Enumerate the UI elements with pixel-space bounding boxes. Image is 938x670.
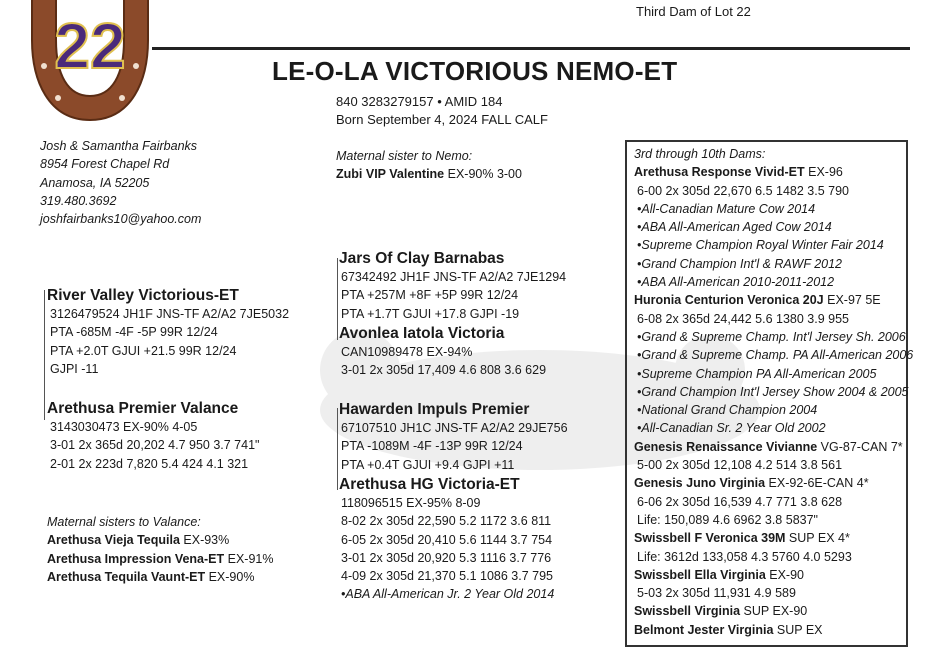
dd-block xyxy=(339,476,554,604)
dam-entry-detail: SUP EX-90 xyxy=(740,604,808,619)
born-line: Born September 4, 2024 FALL CALF xyxy=(336,112,548,127)
valance-sisters-heading: Maternal sisters to Valance: xyxy=(47,515,201,529)
dam-award: •ABA All-American 2010-2011-2012 xyxy=(637,275,835,290)
ss-line: 67342492 JH1F JNS-TF A2/A2 7JE1294 xyxy=(341,270,567,284)
dam-line: 3143030473 EX-90% 4-05 xyxy=(50,420,198,434)
dam-entry xyxy=(634,474,906,492)
sd-line: CAN10989478 EX-94% xyxy=(341,345,473,359)
dam-entry-detail: EX-97 5E xyxy=(823,293,881,308)
sire-line: 3126479524 JH1F JNS-TF A2/A2 7JE5032 xyxy=(50,307,290,321)
dam-award: •All-Canadian Mature Cow 2014 xyxy=(637,201,816,216)
dam-entry-name: Belmont Jester Virginia xyxy=(634,622,774,637)
sd-line: 3-01 2x 305d 17,409 4.6 808 3.6 629 xyxy=(341,363,547,378)
dam-line: 2-01 2x 223d 7,820 5.4 424 4.1 321 xyxy=(50,456,249,471)
sister-detail: EX-91% xyxy=(224,551,274,566)
dam-name: Arethusa Premier Valance xyxy=(47,400,239,417)
dam-award: •Grand Champion Int'l & RAWF 2012 xyxy=(637,256,843,271)
consignor-street: 8954 Forest Chapel Rd xyxy=(40,157,170,172)
dam-record: Life: 3612d 133,058 4.3 5760 4.0 5293 xyxy=(637,549,852,564)
dam-award: •National Grand Champion 2004 xyxy=(637,403,818,418)
dam-entry-detail: SUP EX xyxy=(773,622,823,637)
dam-record: 6-08 2x 365d 24,442 5.6 1380 3.9 955 xyxy=(637,311,849,326)
ss-block xyxy=(339,250,566,323)
maternal-note-detail: EX-90% 3-00 xyxy=(444,167,522,182)
registration-line: 840 3283279157 • AMID 184 xyxy=(336,94,503,109)
sister-detail: EX-90% xyxy=(205,569,255,584)
dam-award: •Supreme Champion Royal Winter Fair 2014 xyxy=(637,238,884,253)
sire-block xyxy=(47,287,289,378)
dam-block xyxy=(47,400,259,473)
pedigree-line-ds xyxy=(337,408,338,490)
dam-entry-name: Genesis Renaissance Vivianne xyxy=(634,439,818,454)
dam-record: 5-00 2x 305d 12,108 4.2 514 3.8 561 xyxy=(637,458,843,473)
dam-entry xyxy=(634,602,906,620)
sire-line: PTA -685M -4F -5P 99R 12/24 xyxy=(50,325,218,340)
sire-line: PTA +2.0T GJUI +21.5 99R 12/24 xyxy=(50,343,237,358)
dam-entry xyxy=(634,621,906,639)
ds-line: 67107510 JH1C JNS-TF A2/A2 29JE756 xyxy=(341,421,568,435)
consignor-phone: 319.480.3692 xyxy=(40,193,117,208)
dam-entry-name: Swissbell F Veronica 39M xyxy=(634,531,786,546)
valance-sisters xyxy=(47,513,273,586)
dam-entry-detail: EX-96 xyxy=(804,165,843,180)
dd-line: 6-05 2x 305d 20,410 5.6 1144 3.7 754 xyxy=(341,532,553,547)
sister-name: Arethusa Impression Vena-ET xyxy=(47,551,225,566)
dam-line: 3-01 2x 365d 20,202 4.7 950 3.7 741" xyxy=(50,438,260,453)
dd-name: Arethusa HG Victoria-ET xyxy=(339,476,520,493)
consignor-city: Anamosa, IA 52205 xyxy=(40,175,150,190)
header-rule xyxy=(152,47,910,50)
sister-name: Arethusa Tequila Vaunt-ET xyxy=(47,569,206,584)
dam-record: 6-00 2x 305d 22,670 6.5 1482 3.5 790 xyxy=(637,183,849,198)
dam-entry-name: Swissbell Ella Virginia xyxy=(634,567,766,582)
sire-name: River Valley Victorious-ET xyxy=(47,287,239,304)
dam-entry xyxy=(634,291,906,309)
dd-line: 3-01 2x 305d 20,920 5.3 1116 3.7 776 xyxy=(341,550,552,565)
dam-record: Life: 150,089 4.6 6962 3.8 5837" xyxy=(637,512,818,527)
pedigree-line-ss xyxy=(337,258,338,340)
ds-name: Hawarden Impuls Premier xyxy=(339,401,530,418)
dam-award: •All-Canadian Sr. 2 Year Old 2002 xyxy=(637,421,826,436)
dam-entry xyxy=(634,163,906,181)
dam-award: •Grand & Supreme Champ. Int'l Jersey Sh. 2006 xyxy=(637,329,906,344)
dam-entry xyxy=(634,566,906,584)
dam-entry-name: Huronia Centurion Veronica 20J xyxy=(634,293,824,308)
maternal-note-name: Zubi VIP Valentine xyxy=(336,167,445,182)
dam-award: •Grand & Supreme Champ. PA All-American 2006 xyxy=(637,348,914,363)
dam-entry xyxy=(634,438,906,456)
dd-line: 8-02 2x 305d 22,590 5.2 1172 3.6 811 xyxy=(341,514,552,529)
ss-line: PTA +257M +8F +5P 99R 12/24 xyxy=(341,288,519,303)
sister-detail: EX-93% xyxy=(179,533,230,548)
ss-line: PTA +1.7T GJUI +17.8 GJPI -19 xyxy=(341,306,520,321)
dam-award: •ABA All-American Aged Cow 2014 xyxy=(637,220,832,235)
maternal-note xyxy=(336,147,522,184)
dam-record: 5-03 2x 305d 11,931 4.9 589 xyxy=(637,586,796,601)
dam-entry-detail: VG-87-CAN 7* xyxy=(817,439,903,454)
dam-entry-detail: EX-92-6E-CAN 4* xyxy=(765,476,869,491)
pedigree-line-left xyxy=(44,290,45,420)
dd-note: •ABA All-American Jr. 2 Year Old 2014 xyxy=(341,587,555,602)
dam-entry-name: Swissbell Virginia xyxy=(634,604,741,619)
sd-block xyxy=(339,325,546,380)
dam-award: •Grand Champion Int'l Jersey Show 2004 & 2005 xyxy=(637,384,909,399)
sd-name: Avonlea Iatola Victoria xyxy=(339,325,505,342)
dams-box-content xyxy=(634,145,914,639)
consignor-email[interactable]: joshfairbanks10@yahoo.com xyxy=(40,212,202,227)
maternal-note-heading: Maternal sister to Nemo: xyxy=(336,149,473,163)
dam-entry xyxy=(634,529,906,547)
consignor-name: Josh & Samantha Fairbanks xyxy=(40,139,198,153)
lot-number: 22 xyxy=(54,10,126,82)
dam-record: 6-06 2x 305d 16,539 4.7 771 3.8 628 xyxy=(637,494,843,509)
ss-name: Jars Of Clay Barnabas xyxy=(339,250,505,267)
top-note: Third Dam of Lot 22 xyxy=(636,4,751,19)
dam-entry-detail: EX-90 xyxy=(765,567,804,582)
dam-entry-detail: SUP EX 4* xyxy=(785,531,850,546)
ds-line: PTA -1089M -4F -13P 99R 12/24 xyxy=(341,439,523,454)
animal-name: LE-O-LA VICTORIOUS NEMO-ET xyxy=(272,56,678,86)
dd-line: 4-09 2x 305d 21,370 5.1 1086 3.7 795 xyxy=(341,569,553,584)
dd-line: 118096515 EX-95% 8-09 xyxy=(341,496,481,510)
dam-entry-name: Arethusa Response Vivid-ET xyxy=(634,165,805,180)
consignor-info xyxy=(40,137,201,228)
ds-block xyxy=(339,401,568,474)
dam-entry-name: Genesis Juno Virginia xyxy=(634,476,766,491)
dam-award: •Supreme Champion PA All-American 2005 xyxy=(637,366,877,381)
ds-line: PTA +0.4T GJUI +9.4 GJPI +11 xyxy=(341,457,515,472)
sister-name: Arethusa Vieja Tequila xyxy=(47,533,180,548)
dams-box-heading: 3rd through 10th Dams: xyxy=(634,147,766,161)
sire-line: GJPI -11 xyxy=(50,361,99,376)
